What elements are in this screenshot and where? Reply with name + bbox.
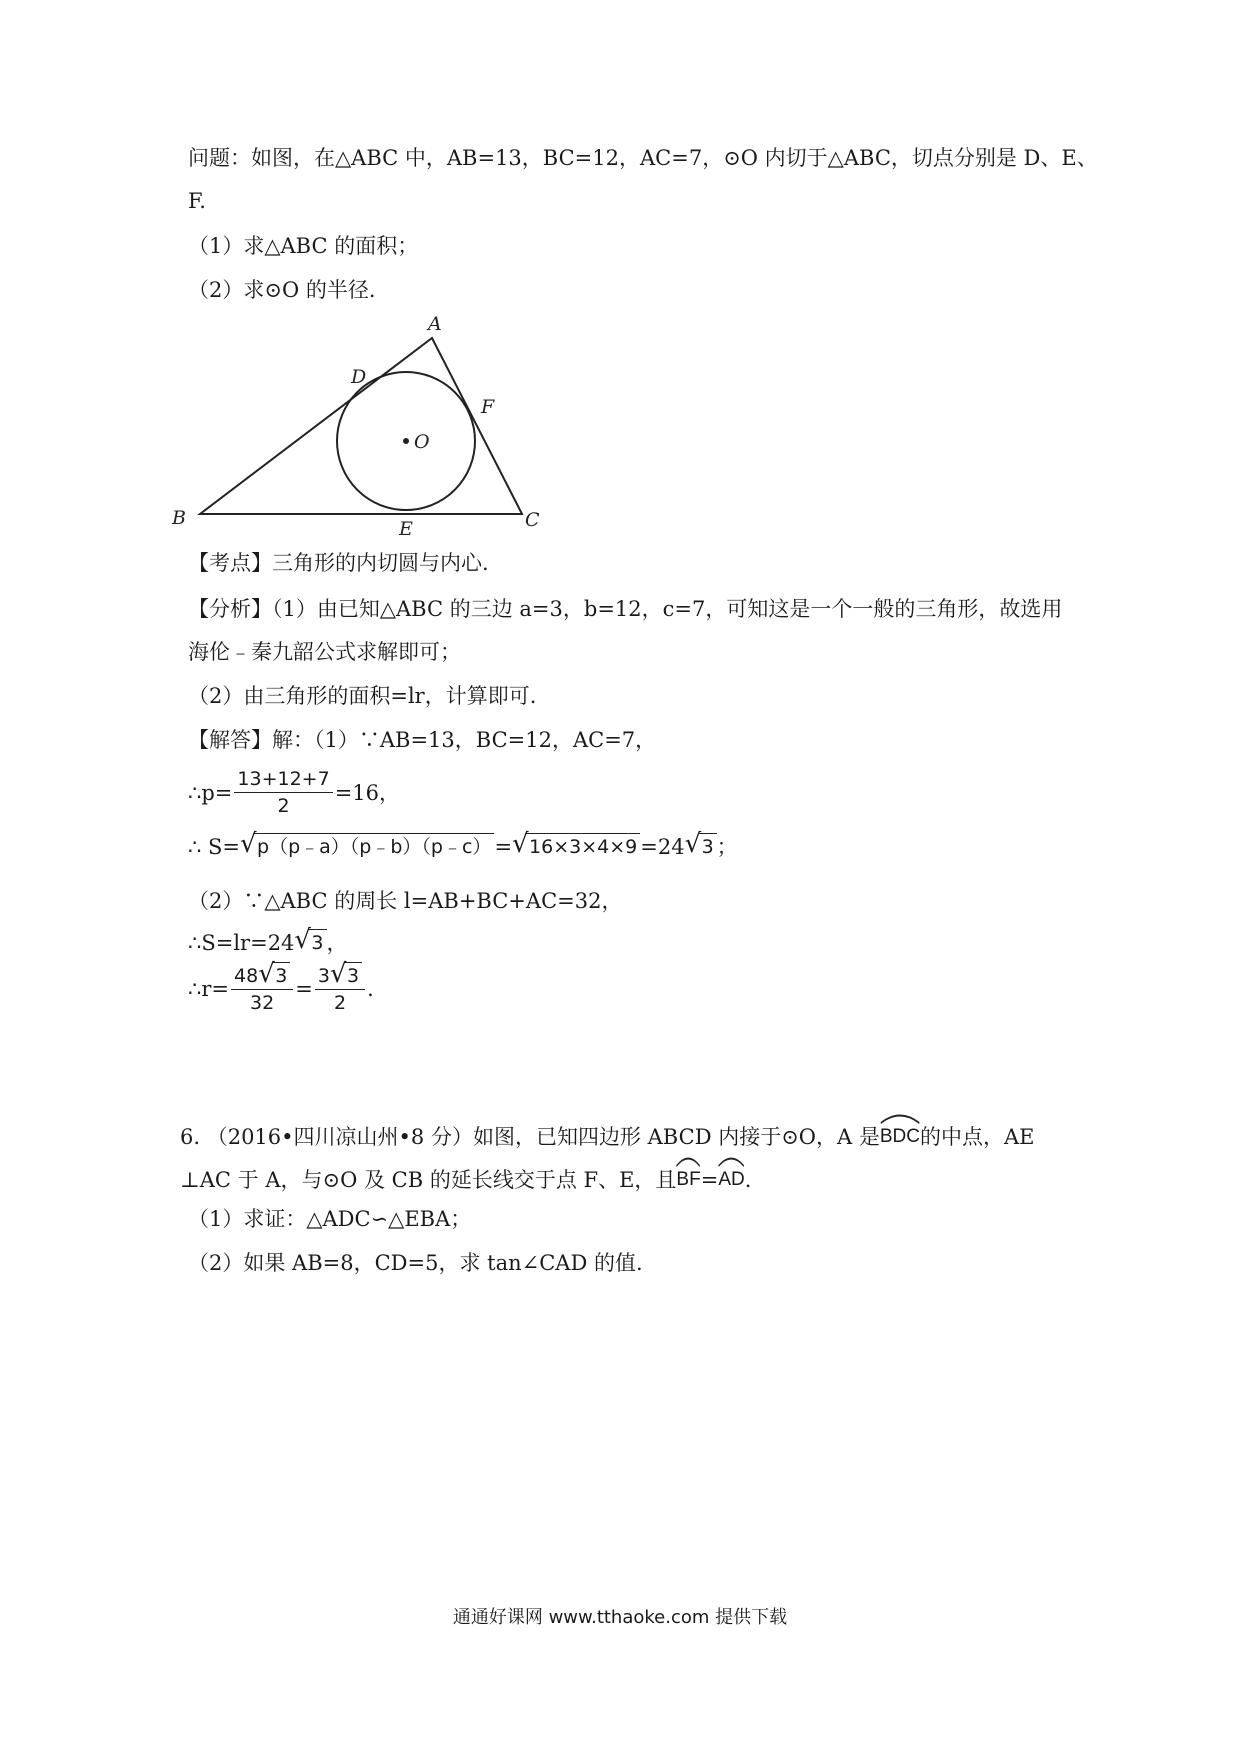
- sqrt-three: √ 3: [685, 832, 717, 862]
- label-c: C: [525, 509, 540, 531]
- p-fraction: $\frac{13+12+7}{2}$: [234, 766, 332, 819]
- label-e: E: [399, 518, 413, 540]
- center-dot: [403, 438, 409, 444]
- analysis-line-1: 【分析】（1）由已知△ABC 的三边 a=3，b=12，c=7，可知这是一个一般的三角形，故选用: [188, 597, 1063, 621]
- sqrt-r2-num: √ 3: [330, 962, 362, 989]
- sqrt-r-num: √ 3: [258, 962, 290, 989]
- arc-bdc: BDC: [880, 1116, 920, 1152]
- problem-line-1: 问题：如图，在△ABC 中，AB=13，BC=12，AC=7，⊙O 内切于△ABC，切点分别是 D、E、: [188, 146, 1098, 170]
- analysis-line-3: （2）由三角形的面积=lr，计算即可.: [188, 684, 537, 708]
- label-b: B: [172, 507, 186, 529]
- s-lr-line: ∴S=lr=24 √ 3 ，: [188, 928, 348, 958]
- solution-intro: 【解答】解：（1）∵AB=13，BC=12，AC=7，: [188, 728, 657, 752]
- arc-bf: BF: [676, 1159, 700, 1195]
- analysis-line-2: 海伦﹣秦九韶公式求解即可；: [188, 640, 461, 664]
- r-fraction-1: 48 √ 3 32: [231, 962, 293, 1016]
- label-d: D: [351, 366, 367, 388]
- problem-line-2: F.: [188, 189, 206, 213]
- label-o: O: [414, 431, 430, 453]
- problem6-line-1: 6. （2016•四川凉山州•8 分）如图，已知四边形 ABCD 内接于⊙O，A 是 BDC 的中点，AE: [180, 1116, 1034, 1152]
- perimeter-line: （2）∵△ABC 的周长 l=AB+BC+AC=32，: [188, 889, 623, 913]
- triangle-incircle-figure: [172, 310, 600, 550]
- s-formula: ∴ S= √ p（p﹣a）（p﹣b）（p﹣c） = √ 16×3×4×9 =24 √ 3 ；: [188, 832, 738, 862]
- kaodian: 【考点】三角形的内切圆与内心.: [188, 551, 489, 575]
- sqrt-heron: √ p（p﹣a）（p﹣b）（p﹣c）: [240, 832, 494, 862]
- problem6-question-2: （2）如果 AB=8，CD=5，求 tan∠CAD 的值.: [188, 1251, 643, 1275]
- r-fraction-2: 3 √ 3 2: [315, 962, 365, 1016]
- label-f: F: [481, 396, 495, 418]
- question-2: （2）求⊙O 的半径.: [188, 278, 376, 302]
- problem6-line-2: ⊥AC 于 A，与⊙O 及 CB 的延长线交于点 F、E，且 BF = AD .: [180, 1159, 751, 1195]
- r-formula: ∴r= 48 √ 3 32 = 3 √ 3 2 .: [188, 959, 374, 1014]
- problem6-question-1: （1）求证：△ADC∽△EBA；: [188, 1207, 472, 1231]
- footer: 通通好课网 www.tthaoke.com 提供下载: [452, 1607, 788, 1628]
- arc-ad: AD: [718, 1159, 744, 1195]
- sqrt-product: √ 16×3×4×9: [512, 832, 640, 862]
- sqrt-three-lr: √ 3: [294, 928, 326, 958]
- label-a: A: [428, 313, 442, 335]
- p-formula: ∴p= $\frac{13+12+7}{2}$ =16，: [188, 768, 401, 817]
- question-1: （1）求△ABC 的面积；: [188, 234, 419, 258]
